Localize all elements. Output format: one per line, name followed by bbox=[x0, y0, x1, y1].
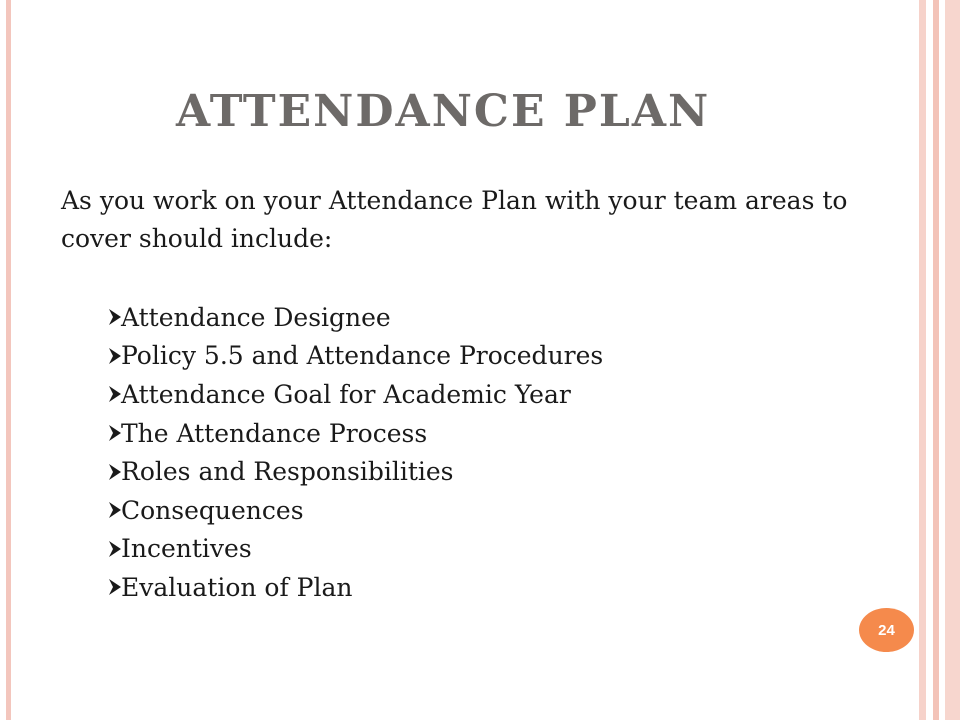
arrowhead-icon bbox=[109, 425, 121, 441]
arrowhead-icon bbox=[109, 309, 121, 325]
list-item-label: Incentives bbox=[121, 534, 252, 564]
right-border-stripes bbox=[919, 0, 960, 720]
arrowhead-icon bbox=[109, 386, 121, 402]
arrowhead-icon bbox=[109, 348, 121, 364]
list-item bbox=[109, 298, 603, 337]
arrowhead-icon bbox=[109, 579, 121, 595]
list-item-label: Evaluation of Plan bbox=[121, 572, 353, 602]
list-item bbox=[109, 414, 603, 453]
list-item bbox=[109, 491, 603, 530]
list-item bbox=[109, 375, 603, 414]
left-border-stripe bbox=[6, 0, 11, 720]
list-item-label: Policy 5.5 and Attendance Procedures bbox=[121, 341, 604, 371]
page-number-badge: 24 bbox=[859, 608, 914, 652]
list-item bbox=[109, 568, 603, 607]
bullet-list bbox=[109, 298, 603, 607]
list-item-label: Consequences bbox=[121, 495, 304, 525]
intro-text: As you work on your Attendance Plan with your team areas to cover should include: bbox=[61, 186, 848, 253]
list-item bbox=[109, 530, 603, 569]
list-item-label: The Attendance Process bbox=[121, 418, 428, 448]
list-item-label: Attendance Goal for Academic Year bbox=[121, 379, 571, 409]
page-title: ATTENDANCE PLAN bbox=[176, 86, 711, 137]
arrowhead-icon bbox=[109, 541, 121, 557]
list-item-label: Attendance Designee bbox=[121, 302, 391, 332]
list-item-label: Roles and Responsibilities bbox=[121, 457, 454, 487]
list-item bbox=[109, 452, 603, 491]
arrowhead-icon bbox=[109, 464, 121, 480]
list-item bbox=[109, 337, 603, 376]
arrowhead-icon bbox=[109, 502, 121, 518]
